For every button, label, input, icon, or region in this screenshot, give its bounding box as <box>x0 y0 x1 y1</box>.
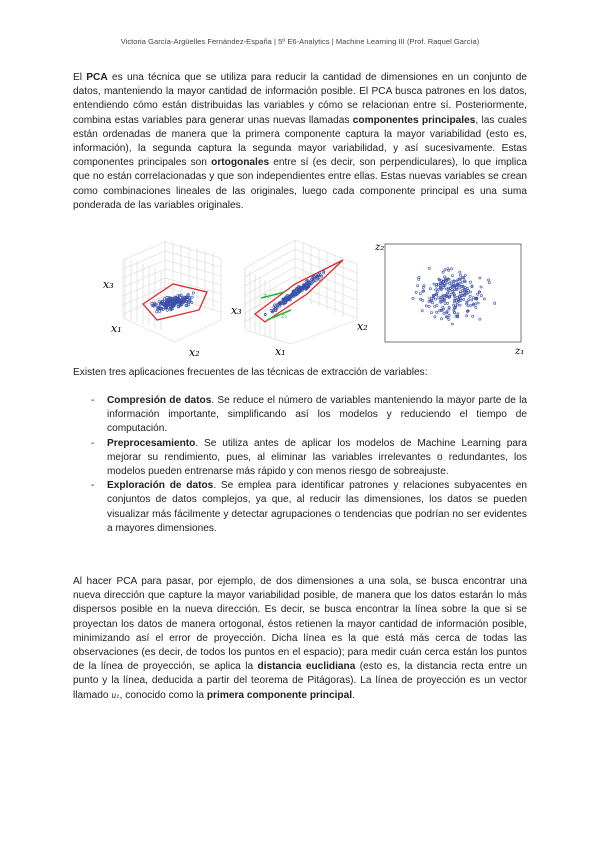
scatter-point <box>417 285 419 287</box>
scatter-point <box>442 271 444 273</box>
scatter-point <box>432 302 434 304</box>
scatter-point <box>477 302 479 304</box>
scatter-point <box>483 298 485 300</box>
scatter-point <box>459 282 461 284</box>
scatter-point <box>158 310 160 312</box>
scatter-point <box>421 310 423 312</box>
scatter-point <box>315 280 317 282</box>
list-item <box>73 437 527 480</box>
scatter-point <box>451 323 453 325</box>
grid-line <box>245 330 291 344</box>
intro-text-d: entre sí (es decir, son perpendiculares), lo que implica que no están correlacionadas y que son independientes entre ellas. Estas nuevas variables se crean como combinaciones lineales de las originales, luego cada componente principal es una suma ponderada de las variables originales. <box>73 157 527 211</box>
scatter-point <box>457 313 459 315</box>
grid-line <box>295 240 357 264</box>
scatter-point <box>419 293 421 295</box>
scatter-point <box>470 304 472 306</box>
app-title-compresion: Compresión de datos <box>107 395 212 406</box>
scatter-point <box>479 277 481 279</box>
intro-text-a: El <box>73 72 87 83</box>
primera-componente-term: primera componente principal <box>206 689 353 701</box>
scatter-point <box>447 302 449 304</box>
scatter-point <box>428 267 430 269</box>
app-text-preprocesamiento: . Se utiliza antes de aplicar los modelos de Machine Learning para mejorar su rendimiento, pues, al eliminar las variables irrelevantes o redundantes, los modelos pueden entrenarse más rápido y con menos riesgo de sobreajuste. <box>107 437 527 478</box>
scatter-point <box>469 281 471 283</box>
list-dash: - <box>91 395 95 406</box>
grid-line <box>295 249 357 273</box>
final-text-b: (esto es, la distancia recta entre un punto y la línea, deducida a partir del teorema de Pitágoras). La línea de proyección es un vector llamado <box>73 661 527 701</box>
scatter-point <box>459 274 461 276</box>
list-dash: - <box>91 437 95 449</box>
grid-line <box>123 251 165 269</box>
scatter-point <box>475 306 477 308</box>
scatter-point <box>428 305 430 307</box>
scatter-point <box>444 269 446 271</box>
scatter-point <box>177 295 179 297</box>
grid-line <box>295 294 357 318</box>
scatter-point <box>480 286 482 288</box>
p2-label-z2: z₂ <box>281 312 288 320</box>
scatter-point <box>429 297 431 299</box>
scatter-point <box>434 316 436 318</box>
scatter-point <box>436 304 438 306</box>
p3-label-z2: z₂ <box>375 242 385 253</box>
final-text-c: , conocido como la <box>119 689 207 701</box>
page-header: Victoria García-Argüelles Fernández-España | 5º E6-Analytics | Machine Learning III (Prof. Raquel García) <box>120 37 480 46</box>
p3-label-z1: z₁ <box>515 346 525 357</box>
scatter-point <box>450 268 452 270</box>
scatter-point <box>464 274 466 276</box>
p2-label-x3: x₃ <box>231 304 242 317</box>
intro-text-c: , las cuales están ordenadas de manera que la primera componente captura la mayor variabilidad (esto es, información), la segunda captura la segunda mayor variabilidad, y así sucesivamente. Estas componentes principales son <box>73 114 527 169</box>
app-text-compresion: . Se reduce el número de variables manteniendo la mayor parte de la información importante, simplificando así los modelos y reduciendo el tiempo de computación. <box>107 395 527 435</box>
final-text-d: . <box>352 689 355 701</box>
scatter-point <box>479 318 481 320</box>
list-item <box>73 394 527 437</box>
scatter-point <box>436 311 438 313</box>
intro-text-b: es una técnica que se utiliza para reducir la cantidad de dimensiones en un conjunto de datos, manteniendo la mayor cantidad de información posible. El PCA busca patrones en los datos, entendiendo cómo están distribuidas las variables y cómo se relacionan entre sí. Posteriormente, combina estas variables para generar unas nuevas llamadas <box>73 72 527 126</box>
grid-line <box>295 258 357 282</box>
scatter-point <box>436 291 438 293</box>
scatter-point <box>438 288 440 290</box>
grid-line <box>123 269 165 287</box>
grid-line <box>245 258 295 286</box>
grid-line <box>165 269 221 285</box>
scatter-point <box>429 288 431 290</box>
pca-figure <box>95 238 527 360</box>
u1-symbol: u₁ <box>111 690 120 700</box>
scatter-point <box>488 279 490 281</box>
scatter-point <box>162 308 164 310</box>
scatter-point <box>468 299 470 301</box>
distancia-euclidiana-term: distancia euclidiana <box>257 661 356 673</box>
scatter-point <box>477 293 479 295</box>
list-item <box>73 479 527 536</box>
grid-line <box>245 240 295 268</box>
scatter-point <box>448 318 450 320</box>
grid-line <box>245 249 295 277</box>
scatter-point <box>163 298 165 300</box>
scatter-point <box>443 312 445 314</box>
scatter-point <box>472 315 474 317</box>
scatter-point <box>488 282 490 284</box>
p1-label-x1: x₁ <box>111 322 122 335</box>
scatter-point <box>459 271 461 273</box>
scatter-point <box>466 315 468 317</box>
p1-label-x2: x₂ <box>189 346 200 359</box>
p2-label-x2: x₂ <box>357 320 368 333</box>
scatter-point <box>494 302 496 304</box>
panel-3-2d-scatter <box>374 242 524 357</box>
scatter-point <box>412 297 414 299</box>
scatter-point <box>466 287 468 289</box>
scatter-point <box>156 311 158 313</box>
scatter-point <box>415 291 417 293</box>
scatter-point <box>430 312 432 314</box>
panel-1-3d-scatter <box>103 240 221 359</box>
scatter-point <box>446 282 448 284</box>
scatter-point <box>456 296 458 298</box>
scatter-point <box>166 309 168 311</box>
final-paragraph <box>73 575 527 703</box>
final-text-a: Al hacer PCA para pasar, por ejemplo, de dos dimensiones a una sola, se busca encontrar una nueva dirección que capture la mayor variabilidad posible, de manera que los datos estarán lo más dispersos posible en la nueva dirección. Es decir, se busca encontrar la línea sobre la que si se proyectan los datos de manera ortogonal, éstos retienen la mayor cantidad de información posible, minimizando así el error de proyección. Dicha línea es la que está más cerca de todas las observaciones (es decir, de todos los puntos en el espacio); para medir cuán cerca están los puntos de la línea de proyección, se aplica la <box>73 576 527 673</box>
app-text-exploracion: . Se emplea para identificar patrones y relaciones subyacentes en conjuntos de datos complejos, ya que, al reducir las dimensiones, los datos se pueden visualizar más fácilmente y detectar agrupaciones o tendencias que podrían no ser evidentes a mayores dimensiones. <box>107 480 527 534</box>
panel-3-points <box>412 267 496 325</box>
scatter-point <box>469 295 471 297</box>
scatter-point <box>448 314 450 316</box>
p2-label-x1: x₁ <box>275 345 286 358</box>
scatter-point <box>191 296 193 298</box>
scatter-point <box>434 305 436 307</box>
scatter-point <box>451 281 453 283</box>
scatter-point <box>451 275 453 277</box>
scatter-point <box>467 305 469 307</box>
grid-line <box>165 242 221 258</box>
componentes-principales-term: componentes principales <box>352 114 476 126</box>
scatter-point <box>463 298 465 300</box>
scatter-point <box>471 299 473 301</box>
p2-label-z1: z₁ <box>263 292 270 300</box>
grid-line <box>123 260 165 278</box>
scatter-point <box>480 295 482 297</box>
ortogonales-term: ortogonales <box>211 157 270 169</box>
panel-1-grid <box>123 240 221 342</box>
panel-2-3d-projection <box>231 240 368 358</box>
scatter-point <box>456 304 458 306</box>
scatter-point <box>450 293 452 295</box>
scatter-point <box>459 304 461 306</box>
scatter-point <box>420 298 422 300</box>
scatter-point <box>192 292 194 294</box>
scatter-point <box>461 281 463 283</box>
grid-line <box>291 320 357 344</box>
grid-line <box>175 320 221 342</box>
scatter-point <box>444 303 446 305</box>
app-title-exploracion: Exploración de datos <box>107 480 214 492</box>
list-dash: - <box>91 480 95 492</box>
grid-line <box>165 251 221 267</box>
pca-term: PCA <box>86 72 108 83</box>
intro-paragraph <box>73 71 527 213</box>
p1-label-x3: x₃ <box>103 278 114 291</box>
scatter-point <box>425 305 427 307</box>
apps-list <box>73 394 527 536</box>
app-title-preprocesamiento: Preprocesamiento <box>107 437 196 449</box>
apps-intro: Existen tres aplicaciones frecuentes de las técnicas de extracción de variables: <box>73 367 428 378</box>
scatter-point <box>433 283 435 285</box>
scatter-point <box>158 300 160 302</box>
grid-line <box>123 242 165 260</box>
grid-line <box>165 260 221 276</box>
grid-line <box>123 287 165 305</box>
scatter-point <box>440 318 442 320</box>
